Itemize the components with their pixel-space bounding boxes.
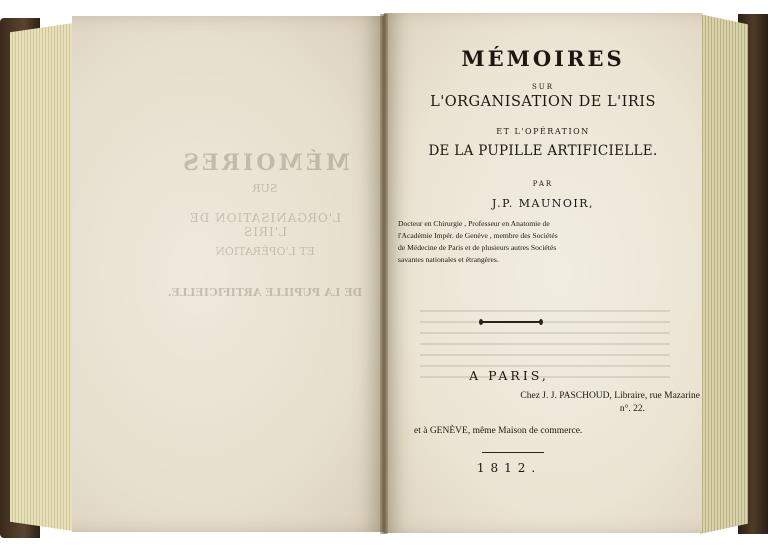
title-sur: SUR — [532, 83, 554, 91]
publisher-address: n°. 22. — [619, 404, 645, 414]
publisher-geneva: et à GENÈVE, même Maison de commerce. — [414, 426, 583, 436]
book-gutter — [380, 14, 388, 534]
author-description — [398, 218, 698, 266]
page-edges-left — [10, 22, 80, 532]
author-name: J.P. MAUNOIR, — [492, 197, 594, 210]
description-line: de Médecine de Paris et de plusieurs autres Sociétés — [398, 243, 557, 252]
description-line: Docteur en Chirurgie , Professeur en Anatomie de — [398, 219, 550, 228]
description-line: l'Académie Impér. de Genève , membre des Sociétés — [398, 231, 558, 240]
publisher-line: Chez J. J. PASCHOUD, Libraire, rue Mazarine — [520, 391, 700, 401]
description-line: savantes nationales et étrangères. — [398, 255, 499, 264]
title-et-operation: ET L'OPÉRATION — [496, 127, 590, 136]
imprint-rule — [482, 452, 544, 453]
title-line-pupille: DE LA PUPILLE ARTIFICIELLE. — [428, 143, 658, 159]
publication-year: 1812. — [476, 461, 542, 475]
show-through-text: MÉMOIRES SUR L'ORGANISATION DE L'IRIS ET L'OPÉRATION DE LA PUPILLE ARTIFICIELLE. — [167, 150, 363, 299]
title-line-iris: L'ORGANISATION DE L'IRIS — [430, 94, 656, 110]
page-title: MÉMOIRES — [461, 46, 625, 71]
page-edges-right — [700, 14, 748, 534]
ornamental-rule — [482, 321, 540, 323]
title-par: PAR — [532, 180, 554, 188]
imprint-city: A PARIS, — [469, 368, 549, 383]
right-page — [384, 13, 702, 533]
